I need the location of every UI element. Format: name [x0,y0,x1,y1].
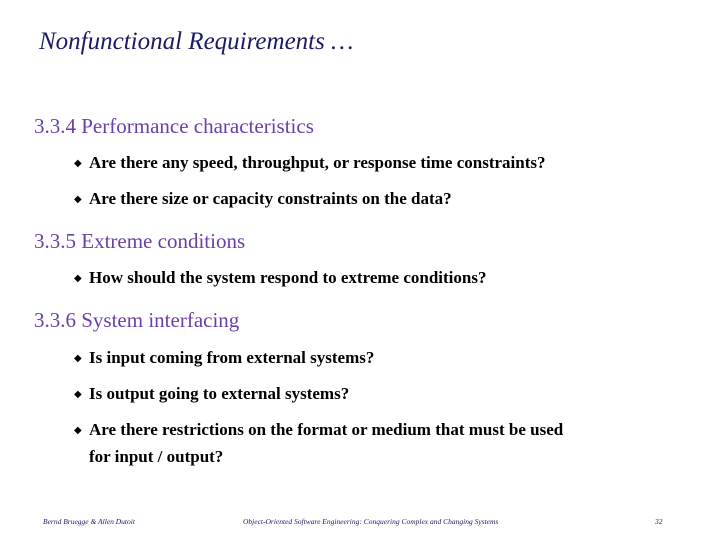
footer-authors: Bernd Bruegge & Allen Dutoit [43,517,135,526]
diamond-bullet-icon: ◆ [74,273,82,284]
section-heading-extreme-conditions: 3.3.5 Extreme conditions [34,229,246,253]
bullet-item [74,153,546,173]
diamond-bullet-icon: ◆ [74,158,82,169]
slide-title: Nonfunctional Requirements … [39,28,354,55]
bullet-item [74,420,564,466]
bullet-text: Is input coming from external systems? [89,348,375,367]
bullet-text: Are there restrictions on the format or medium that must be used [89,420,564,439]
bullet-text: Are there any speed, throughput, or response time constraints? [89,153,546,172]
bullet-continuation-text: for input / output? [89,447,224,466]
diamond-bullet-icon: ◆ [74,389,82,400]
bullet-item [74,384,349,404]
section-heading-system-interfacing: 3.3.6 System interfacing [34,308,240,332]
bullet-text: Are there size or capacity constraints on the data? [89,189,452,208]
section-heading-performance: 3.3.4 Performance characteristics [34,114,314,138]
footer-book-title: Object-Oriented Software Engineering: Conquering Complex and Changing Systems [243,517,499,526]
diamond-bullet-icon: ◆ [74,194,82,205]
footer-page-number: 32 [655,517,663,526]
bullet-text: How should the system respond to extreme conditions? [89,268,487,287]
bullet-text: Is output going to external systems? [89,384,350,403]
bullet-item [74,268,486,288]
bullet-item [74,189,452,209]
diamond-bullet-icon: ◆ [74,353,82,364]
diamond-bullet-icon: ◆ [74,425,82,436]
bullet-item [74,348,374,368]
